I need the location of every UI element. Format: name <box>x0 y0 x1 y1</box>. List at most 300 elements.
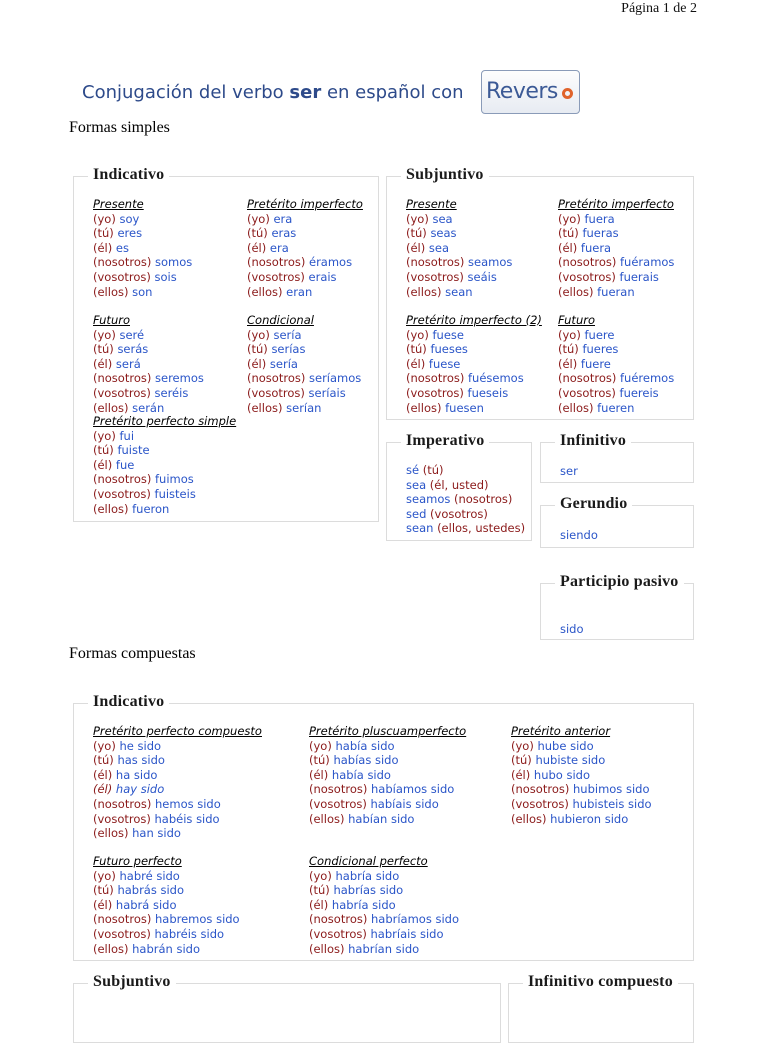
verb-form: seré <box>119 327 145 342</box>
conjugation-row <box>93 342 204 357</box>
verb-form: serán <box>132 400 165 415</box>
pronoun: (nosotros) <box>247 371 306 386</box>
verb-form: habíais sido <box>370 796 439 811</box>
verb-form: seas <box>430 226 457 241</box>
pronoun: (ellos) <box>93 826 129 841</box>
verb-form: habría sido <box>335 868 400 883</box>
pronoun: (él) <box>309 897 329 912</box>
conjugation-row <box>247 270 363 285</box>
verb-form: sois <box>154 269 177 284</box>
verb-form: sea <box>428 240 450 255</box>
pronoun: (él) <box>247 240 267 255</box>
verb-form: seréis <box>154 385 189 400</box>
gerundio-box <box>540 495 694 548</box>
pronoun: (vosotros) <box>309 796 367 811</box>
tense-name: Pretérito perfecto simple <box>93 414 237 428</box>
pronoun: (él) <box>309 767 329 782</box>
pronoun: (yo) <box>309 738 332 753</box>
verb-form: serían <box>286 400 322 415</box>
pronoun: (vosotros) <box>93 269 151 284</box>
pronoun: (tú) <box>511 753 532 768</box>
conjugation-row <box>93 226 192 241</box>
conjugation-row <box>511 753 652 768</box>
verb-form: fuera <box>584 211 615 226</box>
verb-form: fueres <box>582 342 619 357</box>
pronoun: (tú) <box>93 443 114 458</box>
pronoun: (yo) <box>247 327 270 342</box>
pronoun: (tú) <box>247 342 268 357</box>
conjugation-row <box>93 812 262 827</box>
conjugation-row <box>309 739 466 754</box>
pronoun: (yo) <box>558 327 581 342</box>
verb-form: habremos sido <box>155 912 240 927</box>
pronoun: (él) <box>247 356 267 371</box>
verb-form: eres <box>117 226 143 241</box>
conjugation-row <box>93 270 192 285</box>
conjugation-row <box>93 371 204 386</box>
conjugation-row <box>558 285 674 300</box>
box-title: Indicativo <box>88 166 169 184</box>
verb-form: fueren <box>597 400 635 415</box>
pronoun: (nosotros) <box>93 472 152 487</box>
verb-form: sean <box>445 284 473 299</box>
pronoun: (vosotros) <box>309 926 367 941</box>
conjugation-row <box>558 241 674 256</box>
pronoun: (tú) <box>247 226 268 241</box>
pronoun: (yo) <box>406 211 429 226</box>
conjugation-row <box>309 883 459 898</box>
conjugation-row <box>558 255 674 270</box>
conjugation-row <box>406 241 512 256</box>
verb-form: fuereis <box>619 385 659 400</box>
title-verb: ser <box>289 82 322 103</box>
simple-forms-heading: Formas simples <box>69 119 170 136</box>
verb-form: es <box>115 240 129 255</box>
verb-form: sea <box>406 477 427 492</box>
pronoun: (él) <box>558 240 578 255</box>
conjugation-row <box>406 212 512 227</box>
conjugation-row <box>93 212 192 227</box>
conjugation-row <box>511 782 652 797</box>
pronoun: (nosotros) <box>247 255 306 270</box>
verb-form: habías sido <box>333 753 399 768</box>
verb-form: habían sido <box>348 811 415 826</box>
verb-form: fuimos <box>155 472 194 487</box>
box-title: Indicativo <box>88 693 169 711</box>
conjugation-row <box>309 869 459 884</box>
conjugation-row <box>406 371 542 386</box>
pronoun: (nosotros) <box>93 796 152 811</box>
verb-form: has sido <box>117 753 165 768</box>
pronoun: (tú) <box>93 226 114 241</box>
pronoun: (yo) <box>406 327 429 342</box>
verb-form: seamos <box>406 492 451 507</box>
title-suffix: en español con <box>321 82 464 103</box>
conjugation-row <box>406 357 542 372</box>
verb-form: habéis sido <box>154 811 220 826</box>
conjugation-row <box>93 401 204 416</box>
verb-form: seremos <box>155 371 204 386</box>
conjugation-row <box>93 797 262 812</box>
pronoun: (nosotros) <box>558 371 617 386</box>
tense-block <box>93 854 240 956</box>
verb-form: sed <box>406 506 427 521</box>
tense-name: Pretérito perfecto compuesto <box>93 724 262 738</box>
conjugation-row <box>558 212 674 227</box>
tense-name: Futuro perfecto <box>93 854 182 868</box>
tense-block <box>247 197 363 299</box>
conjugation-row <box>406 270 512 285</box>
conjugation-row <box>247 212 363 227</box>
pronoun: (nosotros) <box>454 492 513 507</box>
tense-name: Pretérito imperfecto (2) <box>406 313 542 327</box>
tense-block <box>93 414 236 516</box>
pronoun: (ellos) <box>406 284 442 299</box>
participio-value: sido <box>560 622 584 636</box>
pronoun: (tú) <box>558 342 579 357</box>
verb-form: habrás sido <box>117 883 185 898</box>
verb-form: fuerais <box>619 269 659 284</box>
pronoun: (vosotros) <box>406 385 464 400</box>
conjugation-row <box>406 255 512 270</box>
conjugation-row <box>93 826 262 841</box>
conjugation-row <box>93 782 262 797</box>
pronoun: (vosotros) <box>406 269 464 284</box>
pronoun: (ellos) <box>406 400 442 415</box>
verb-form: fueron <box>132 501 170 516</box>
box-title: Gerundio <box>555 495 632 513</box>
verb-form: será <box>115 356 141 371</box>
conjugation-row <box>558 401 674 416</box>
tense-name: Pretérito imperfecto <box>247 197 363 211</box>
verb-form: han sido <box>132 826 181 841</box>
box-title: Subjuntivo <box>401 166 489 184</box>
conjugation-row <box>309 768 466 783</box>
conjugation-row <box>247 371 361 386</box>
verb-form: somos <box>155 255 193 270</box>
logo-swirl-icon <box>562 88 573 99</box>
pronoun: (vosotros) <box>511 796 569 811</box>
imperativo-row <box>406 521 525 536</box>
tense-name: Presente <box>93 197 144 211</box>
conjugation-row <box>93 429 236 444</box>
pronoun: (nosotros) <box>406 255 465 270</box>
pronoun: (nosotros) <box>406 371 465 386</box>
tense-name: Presente <box>406 197 457 211</box>
conjugation-row <box>511 739 652 754</box>
conjugation-row <box>93 942 240 957</box>
pronoun: (él) <box>93 457 113 472</box>
verb-form: fuéramos <box>620 255 675 270</box>
conjugation-row <box>309 782 466 797</box>
title-prefix: Conjugación del verbo <box>82 82 290 103</box>
imperativo-row <box>406 507 525 522</box>
logo-text: Revers <box>486 79 558 104</box>
pronoun: (yo) <box>247 211 270 226</box>
imperativo-row <box>406 478 525 493</box>
pronoun: (él) <box>93 767 113 782</box>
conjugation-row <box>247 401 361 416</box>
conjugation-row <box>406 342 542 357</box>
pronoun: (nosotros) <box>558 255 617 270</box>
verb-form: era <box>273 211 293 226</box>
tense-block <box>247 313 361 415</box>
conjugation-row <box>558 357 674 372</box>
pronoun: (tú) <box>93 883 114 898</box>
tense-block <box>93 197 192 299</box>
verb-form: fuiste <box>117 443 150 458</box>
verb-form: hay sido <box>115 782 165 797</box>
conjugation-row <box>247 357 361 372</box>
infinitivo-compuesto-box <box>508 973 694 1043</box>
conjugation-row <box>247 285 363 300</box>
verb-form: seríamos <box>309 371 362 386</box>
verb-form: habréis sido <box>154 926 225 941</box>
pronoun: (vosotros) <box>93 486 151 501</box>
tense-block <box>406 197 512 299</box>
conjugation-row <box>93 753 262 768</box>
verb-form: soy <box>119 211 140 226</box>
pronoun: (yo) <box>93 738 116 753</box>
pronoun: (nosotros) <box>511 782 570 797</box>
conjugation-row <box>309 797 466 812</box>
pronoun: (yo) <box>93 428 116 443</box>
verb-form: fuere <box>580 356 611 371</box>
conjugation-row <box>247 386 361 401</box>
conjugation-row <box>558 270 674 285</box>
pronoun: (ellos) <box>93 501 129 516</box>
pronoun: (vosotros) <box>558 269 616 284</box>
verb-form: habrían sido <box>348 941 420 956</box>
pronoun: (vosotros) <box>247 269 305 284</box>
pronoun: (él) <box>93 782 113 797</box>
conjugation-row <box>93 241 192 256</box>
pronoun: (yo) <box>93 327 116 342</box>
pronoun: (tú) <box>558 226 579 241</box>
pronoun: (vosotros) <box>93 926 151 941</box>
verb-form: son <box>132 284 153 299</box>
verb-form: habrá sido <box>115 897 177 912</box>
verb-form: seamos <box>468 255 513 270</box>
tense-name: Pretérito pluscuamperfecto <box>309 724 467 738</box>
conjugation-row <box>511 812 652 827</box>
verb-form: fuera <box>580 240 612 255</box>
verb-form: fueran <box>597 284 635 299</box>
verb-form: fuesen <box>445 400 484 415</box>
verb-form: fuere <box>584 327 615 342</box>
verb-form: ha sido <box>115 767 158 782</box>
pronoun: (nosotros) <box>93 371 152 386</box>
pronoun: (ellos) <box>511 811 547 826</box>
verb-form: hubisteis sido <box>572 796 652 811</box>
pronoun: (yo) <box>511 738 534 753</box>
conjugation-row <box>406 226 512 241</box>
tense-name: Condicional perfecto <box>309 854 428 868</box>
pronoun: (tú) <box>406 226 427 241</box>
conjugation-row <box>93 487 236 502</box>
verb-form: éramos <box>309 255 353 270</box>
page-number: Página 1 de 2 <box>621 1 697 16</box>
verb-form: fueras <box>582 226 619 241</box>
conjugation-row <box>93 386 204 401</box>
verb-form: fuésemos <box>468 371 524 386</box>
pronoun: (ellos) <box>247 400 283 415</box>
verb-form: sería <box>269 356 298 371</box>
pronoun: (nosotros) <box>309 782 368 797</box>
tense-name: Futuro <box>93 313 130 327</box>
conjugation-row <box>93 912 240 927</box>
conjugation-row <box>309 898 459 913</box>
conjugation-row <box>93 927 240 942</box>
verb-form: habrías sido <box>333 883 404 898</box>
infinitivo-box <box>540 432 694 483</box>
verb-form: fueseis <box>467 385 509 400</box>
pronoun: (él) <box>406 356 426 371</box>
conjugation-row <box>93 357 204 372</box>
conjugation-row <box>309 927 459 942</box>
verb-form: habrán sido <box>132 941 201 956</box>
pronoun: (él) <box>93 356 113 371</box>
verb-form: sean <box>406 521 434 536</box>
verb-form: fue <box>115 457 135 472</box>
imperativo-row <box>406 492 525 507</box>
verb-form: serás <box>117 342 149 357</box>
pronoun: (yo) <box>93 211 116 226</box>
verb-form: fueses <box>430 342 468 357</box>
conjugation-row <box>93 502 236 517</box>
verb-form: sé <box>406 463 420 477</box>
verb-form: habíamos sido <box>371 782 455 797</box>
pronoun: (vosotros) <box>93 385 151 400</box>
conjugation-row <box>247 226 363 241</box>
participio-box <box>540 573 694 640</box>
conjugation-row <box>558 386 674 401</box>
verb-form: fuese <box>428 356 461 371</box>
verb-form: había sido <box>335 738 395 753</box>
verb-form: había sido <box>331 767 391 782</box>
verb-form: era <box>269 240 289 255</box>
tense-block <box>309 854 459 956</box>
pronoun: (yo) <box>93 868 116 883</box>
pronoun: (ellos) <box>93 400 129 415</box>
pronoun: (tú) <box>309 753 330 768</box>
pronoun: (él, usted) <box>429 477 489 492</box>
pronoun: (él) <box>511 767 531 782</box>
conjugation-row <box>93 472 236 487</box>
verb-form: sería <box>273 327 302 342</box>
box-title: Subjuntivo <box>88 973 176 991</box>
verb-form: hubieron sido <box>550 811 629 826</box>
pronoun: (nosotros) <box>309 912 368 927</box>
imperativo-list <box>406 463 525 536</box>
verb-form: fui <box>119 428 135 443</box>
conjugation-row <box>93 285 192 300</box>
compound-forms-heading: Formas compuestas <box>69 645 196 662</box>
verb-form: he sido <box>119 738 162 753</box>
pronoun: (tú) <box>93 342 114 357</box>
verb-form: eran <box>286 284 313 299</box>
conjugation-row <box>93 739 262 754</box>
reverso-logo[interactable] <box>481 70 580 114</box>
pronoun: (tú) <box>93 753 114 768</box>
conjugation-row <box>93 443 236 458</box>
conjugation-row <box>247 342 361 357</box>
tense-block <box>93 724 262 841</box>
pronoun: (tú) <box>406 342 427 357</box>
conjugation-row <box>406 328 542 343</box>
pronoun: (ellos) <box>558 284 594 299</box>
conjugation-row <box>511 797 652 812</box>
pronoun: (tú) <box>422 463 444 477</box>
verb-form: seríais <box>308 385 346 400</box>
pronoun: (vosotros) <box>430 506 488 521</box>
verb-form: fuéremos <box>620 371 675 386</box>
verb-form: fuese <box>432 327 464 342</box>
verb-form: habré sido <box>119 868 180 883</box>
pronoun: (tú) <box>309 883 330 898</box>
conjugation-row <box>93 883 240 898</box>
pronoun: (ellos, ustedes) <box>437 521 526 536</box>
conjugation-row <box>558 342 674 357</box>
pronoun: (ellos) <box>247 284 283 299</box>
verb-form: fuisteis <box>154 486 196 501</box>
conjugation-row <box>309 942 459 957</box>
verb-form: seáis <box>467 269 497 284</box>
pronoun: (él) <box>406 240 426 255</box>
infinitivo-value: ser <box>560 464 578 478</box>
tense-block <box>511 724 652 826</box>
conjugation-row <box>93 898 240 913</box>
compound-subjuntivo-box <box>73 973 501 1043</box>
verb-form: habríais sido <box>370 926 444 941</box>
pronoun: (él) <box>558 356 578 371</box>
verb-form: hubiste sido <box>535 753 606 768</box>
conjugation-row <box>511 768 652 783</box>
pronoun: (nosotros) <box>93 255 152 270</box>
box-title: Infinitivo <box>555 432 631 450</box>
conjugation-row <box>247 255 363 270</box>
page-title <box>82 82 464 103</box>
tense-block <box>558 313 674 415</box>
verb-form: habría sido <box>331 897 396 912</box>
verb-form: eras <box>271 226 297 241</box>
gerundio-value: siendo <box>560 528 598 542</box>
conjugation-row <box>558 226 674 241</box>
verb-form: hemos sido <box>155 796 221 811</box>
tense-block <box>309 724 466 826</box>
pronoun: (vosotros) <box>93 811 151 826</box>
conjugation-row <box>247 328 361 343</box>
pronoun: (nosotros) <box>93 912 152 927</box>
tense-name: Condicional <box>247 313 314 327</box>
conjugation-row <box>93 255 192 270</box>
pronoun: (ellos) <box>309 941 345 956</box>
imperativo-row <box>406 463 525 478</box>
conjugation-row <box>406 386 542 401</box>
conjugation-row <box>309 912 459 927</box>
pronoun: (vosotros) <box>247 385 305 400</box>
conjugation-row <box>406 285 512 300</box>
conjugation-row <box>309 812 466 827</box>
verb-form: hubimos sido <box>573 782 650 797</box>
conjugation-row <box>247 241 363 256</box>
tense-name: Pretérito anterior <box>511 724 611 738</box>
verb-form: erais <box>308 269 337 284</box>
box-title: Imperativo <box>401 432 489 450</box>
conjugation-row <box>558 328 674 343</box>
pronoun: (ellos) <box>93 941 129 956</box>
pronoun: (ellos) <box>309 811 345 826</box>
